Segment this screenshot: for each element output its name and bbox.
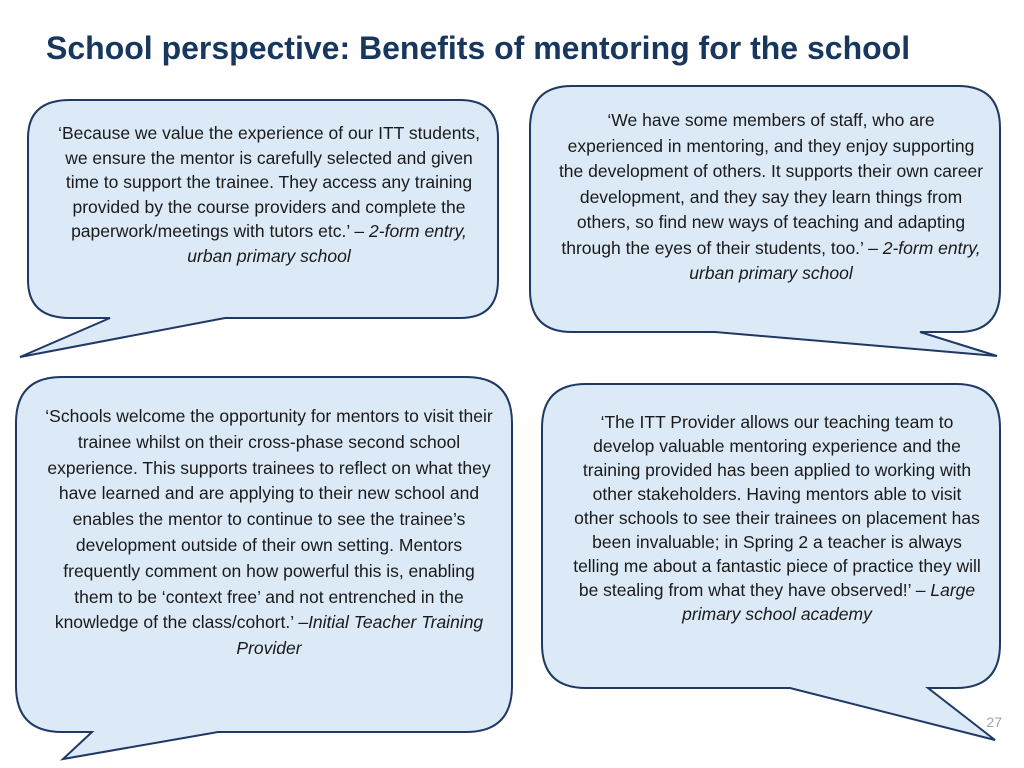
quote-1-text: ‘Because we value the experience of our ITT students, we ensure the mentor is carefully selected and given time to support the trainee. They access any training provided by the course providers and complete the paperwork/meetings with tutors etc.’ – xyxy=(58,123,480,241)
quote-2-text: ‘We have some members of staff, who are experienced in mentoring, and they enjoy supporting the development of others. It supports their own career development, and they say they learn things from others, so find new ways of teaching and adapting through the eyes of their students, too.’ – xyxy=(558,110,984,258)
quote-2 xyxy=(558,108,984,287)
page-number: 27 xyxy=(986,714,1002,730)
quote-1-attribution: 2-form entry, urban primary school xyxy=(187,221,467,266)
slide-title: School perspective: Benefits of mentoring for the school xyxy=(46,30,911,66)
quote-4-attribution: Large primary school academy xyxy=(682,580,976,624)
quote-4 xyxy=(572,410,982,626)
quote-2-attribution: 2-form entry, urban primary school xyxy=(689,237,981,283)
quote-1 xyxy=(56,121,482,268)
quote-4-text: ‘The ITT Provider allows our teaching team to develop valuable mentoring experience and the training provided has been applied to working with other stakeholders. Having mentors able to visit other schools to see their trainees on placement has been invaluable; in Spring 2 a teacher is always telling me about a fantastic piece of practice they will be stealing from what they have observed!’ – xyxy=(573,412,981,600)
quote-3-attribution: Initial Teacher Training Provider xyxy=(236,612,484,659)
quote-3 xyxy=(44,404,494,662)
quote-3-text: ‘Schools welcome the opportunity for mentors to visit their trainee whilst on their cross-phase second school experience. This supports trainees to reflect on what they have learned and are applying to their new school and enables the mentor to continue to see the trainee’s development outside of their own setting. Mentors frequently comment on how powerful this is, enabling them to be ‘context free’ and not entrenched in the knowledge of the class/cohort.’ – xyxy=(45,406,493,633)
